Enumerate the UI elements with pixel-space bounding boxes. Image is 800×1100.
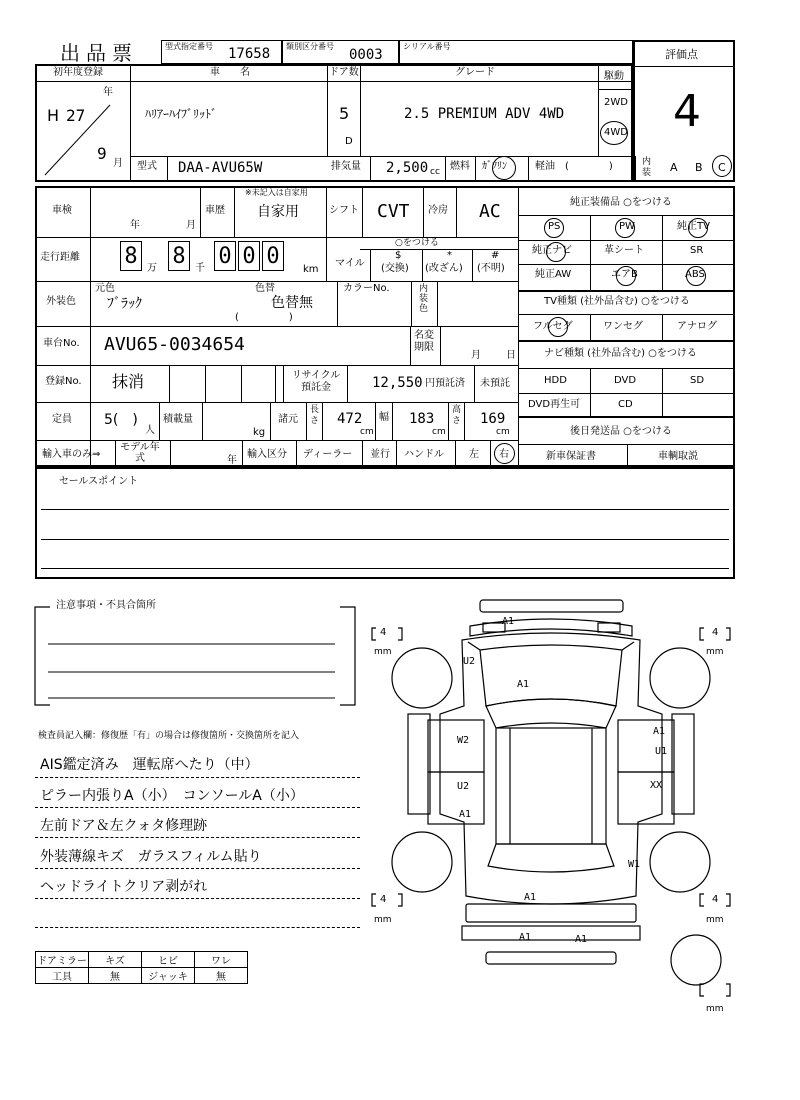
first-reg-year-unit: 年 xyxy=(103,87,113,98)
car-diagram xyxy=(370,596,770,1016)
type-approval-box xyxy=(161,40,282,64)
mirror-head-1: キズ xyxy=(89,952,142,968)
height-label: 高さ xyxy=(452,405,462,426)
grade-label: グレード xyxy=(455,67,495,78)
width-cm: cm xyxy=(432,427,446,437)
diesel-label: 軽油 xyxy=(535,161,555,172)
mirror-cell-0: 工具 xyxy=(36,968,89,984)
drive-2wd: 2WD xyxy=(604,97,628,108)
equip-tv: 純正TV xyxy=(677,221,710,232)
fuel-circle xyxy=(492,156,516,180)
type-approval-value: 17658 xyxy=(228,46,271,62)
orig-color-label: 元色 xyxy=(95,283,115,294)
interior-c: C xyxy=(718,161,726,174)
fuel-label: 燃料 xyxy=(450,161,470,172)
spare-mm: mm xyxy=(706,1004,724,1014)
equip-ps: PS xyxy=(548,221,561,232)
tire-fr-mm: mm xyxy=(706,647,724,657)
length-cm: cm xyxy=(360,427,374,437)
odo-exchange-sym: $ xyxy=(395,250,402,261)
mileage-km: km xyxy=(303,264,319,275)
interior-label: 内装 xyxy=(642,157,652,178)
reg-value: 抹消 xyxy=(112,372,145,391)
inspector-line-5: ヘッドライトクリア剥がれ xyxy=(40,879,208,895)
frame-value: AVU65-0034654 xyxy=(104,334,245,355)
repaint-value: 色替無 xyxy=(271,295,313,311)
model-label: 型式 xyxy=(137,161,157,172)
door-type: D xyxy=(345,136,353,147)
date-slash xyxy=(40,100,120,180)
class-box xyxy=(282,40,399,64)
import-type-label: 輸入区分 xyxy=(247,449,287,460)
door-label: ドア数 xyxy=(329,67,359,78)
mark-left-rear-u2: U2 xyxy=(457,781,470,792)
score-value: 4 xyxy=(673,86,701,137)
mark-trunk-a1: A1 xyxy=(524,892,537,903)
title-month: 月 xyxy=(471,350,481,361)
model-year-unit: 年 xyxy=(227,455,237,466)
first-reg-label: 初年度登録 xyxy=(53,67,103,78)
interior-c-circle xyxy=(712,155,732,177)
mark-left-rear-a1: A1 xyxy=(459,809,472,820)
grade-value: 2.5 PREMIUM ADV 4WD xyxy=(404,106,565,122)
repaint-label: 色替 xyxy=(255,283,275,294)
page-title: 出品票 xyxy=(60,41,138,65)
mileage-digit-4: 0 xyxy=(238,241,260,271)
tire-rr-mm: mm xyxy=(706,915,724,925)
mileage-digit-3: 0 xyxy=(214,241,236,271)
mark-right-front-a1: A1 xyxy=(653,726,666,737)
later-warranty: 新車保証書 xyxy=(546,451,596,462)
handle-right: 右 xyxy=(499,449,509,460)
first-reg-year: 27 xyxy=(66,106,86,125)
handle-right-circle xyxy=(494,443,515,464)
shift-value: CVT xyxy=(377,201,410,222)
mirror-cell-2: ジャッキ xyxy=(142,968,195,984)
diesel-paren: ( ) xyxy=(565,161,613,172)
first-reg-month: 9 xyxy=(97,144,107,163)
odo-note: ○をつける xyxy=(395,238,439,248)
inspector-line-3: 左前ドア＆左クォタ修理跡 xyxy=(40,818,208,834)
handle-label: ハンドル xyxy=(404,449,444,460)
shift-label: シフト xyxy=(329,205,359,216)
interior-a: A xyxy=(670,161,678,174)
equip-sr: SR xyxy=(690,245,704,256)
odo-unknown-sym: # xyxy=(491,250,500,261)
capacity-label: 定員 xyxy=(52,414,72,425)
mark-hood-u2: U2 xyxy=(463,656,476,667)
nav-dvdplay: DVD再生可 xyxy=(528,399,581,410)
mirror-table xyxy=(35,951,248,984)
width-label: 幅 xyxy=(379,412,389,423)
mirror-cell-1: 無 xyxy=(89,968,142,984)
equip-airbag-circle xyxy=(616,266,636,286)
mileage-digit-5: 0 xyxy=(262,241,284,271)
equip-airbag: エアB xyxy=(611,269,638,280)
interior-color-label: 内装色 xyxy=(419,284,429,314)
type-approval-label: 型式指定番号 xyxy=(165,42,213,51)
color-label: 外装色 xyxy=(46,296,76,307)
capacity-unit: 人 xyxy=(145,425,155,436)
mirror-head-2: ヒビ xyxy=(142,952,195,968)
displacement-value: 2,500 xyxy=(386,160,429,176)
recycle-value: 12,550 xyxy=(372,375,423,391)
tire-fl-value: 4 xyxy=(380,627,387,638)
fuel-value: ｶﾞｿﾘﾝ xyxy=(482,161,507,172)
mileage-sen: 千 xyxy=(195,263,205,274)
orig-color-value: ﾌﾞﾗｯｸ xyxy=(107,296,142,312)
displacement-label: 排気量 xyxy=(331,161,361,172)
history-value: 自家用 xyxy=(257,204,299,220)
frame-label: 車台No. xyxy=(43,338,80,349)
recycle-deposited: 円預託済 xyxy=(425,378,465,389)
mark-bumper-a1-left: A1 xyxy=(519,932,532,943)
equip-title: 純正装備品 ○をつける xyxy=(570,197,672,208)
tv-analog: アナログ xyxy=(677,321,717,332)
drive-label: 駆動 xyxy=(604,71,624,82)
mirror-head-0: ドアミラー xyxy=(36,952,89,968)
tire-rr-value: 4 xyxy=(712,894,719,905)
tv-title: TV種類 (社外品含む) ○をつける xyxy=(544,296,690,307)
tire-fr-value: 4 xyxy=(712,627,719,638)
mark-right-qtr-w1: W1 xyxy=(628,859,641,870)
first-reg-month-unit: 月 xyxy=(113,158,123,169)
recycle-not: 未預託 xyxy=(480,378,510,389)
inspection-label: 車検 xyxy=(52,205,72,216)
mileage-digit-2: 8 xyxy=(168,241,190,271)
model-year-label: モデル年式 xyxy=(120,442,160,464)
load-label: 積載量 xyxy=(163,414,193,425)
mileage-man: 万 xyxy=(147,263,157,274)
serial-box xyxy=(399,40,633,64)
capacity-value: 5( ) xyxy=(104,412,138,428)
odo-tamper-sym: * xyxy=(447,250,452,261)
serial-label: シリアル番号 xyxy=(403,42,451,51)
dealer-option: ディーラー xyxy=(303,449,353,460)
recycle-label: リサイクル預託金 xyxy=(291,370,341,393)
mark-left-front-w2: W2 xyxy=(457,735,470,746)
mark-hood-a1: A1 xyxy=(517,679,530,690)
ac-label: 冷房 xyxy=(428,205,448,216)
inspector-line-2: ピラー内張りA（小） コンソールA（小） xyxy=(40,788,304,804)
interior-b: B xyxy=(695,161,703,174)
equip-leather: 革シート xyxy=(604,245,644,256)
sales-points-box xyxy=(35,467,735,579)
drive-4wd: 4WD xyxy=(604,127,628,138)
tv-fullseg: フルセグ xyxy=(533,321,573,332)
parallel-option: 並行 xyxy=(370,449,390,460)
equip-aw: 純正AW xyxy=(535,269,572,280)
tire-rl-mm: mm xyxy=(374,915,392,925)
door-value: 5 xyxy=(339,104,350,123)
mark-right-rear-xx: XX xyxy=(650,780,663,791)
repaint-paren: ( ) xyxy=(235,312,293,323)
reg-label: 登録No. xyxy=(45,376,82,387)
equip-tv-circle xyxy=(688,218,708,238)
title-day: 日 xyxy=(506,350,516,361)
nav-dvd: DVD xyxy=(614,375,637,386)
equip-pw-circle xyxy=(615,218,635,238)
drive-4wd-circle xyxy=(600,121,628,145)
mileage-label: 走行距離 xyxy=(40,252,80,263)
ac-value: AC xyxy=(479,201,501,222)
equip-abs-circle xyxy=(686,266,706,286)
load-unit: kg xyxy=(253,427,266,438)
dims-label: 諸元 xyxy=(278,414,298,425)
later-title: 後日発送品 ○をつける xyxy=(570,426,672,437)
tv-fullseg-circle xyxy=(548,317,568,337)
inspector-line-1: AIS鑑定済み 運転席へたり（中） xyxy=(40,757,259,773)
equip-pw: PW xyxy=(619,221,635,232)
length-value: 472 xyxy=(337,411,363,427)
tv-oneseg: ワンセグ xyxy=(603,321,643,332)
class-value: 0003 xyxy=(349,47,383,63)
height-value: 169 xyxy=(480,411,506,427)
notes-bracket xyxy=(30,600,360,712)
mirror-head-3: ワレ xyxy=(195,952,248,968)
first-reg-era: H xyxy=(47,106,60,125)
inspector-line-4: 外装薄線キズ ガラスフィルム貼り xyxy=(40,849,262,865)
length-label: 長さ xyxy=(310,405,320,426)
inspection-year: 年 xyxy=(130,220,140,231)
car-name-value: ﾊﾘｱｰﾊｲﾌﾞﾘｯﾄﾞ xyxy=(145,107,218,121)
nav-cd: CD xyxy=(618,399,633,410)
inspection-month: 月 xyxy=(186,220,196,231)
color-no-label: カラーNo. xyxy=(343,283,390,294)
mark-front: A1 xyxy=(502,616,515,627)
car-name-label: 車 名 xyxy=(210,67,250,78)
history-label: 車歴 xyxy=(205,205,225,216)
nav-hdd: HDD xyxy=(544,375,567,386)
handle-left: 左 xyxy=(469,449,479,460)
sales-points-label: セールスポイント xyxy=(59,476,139,487)
mark-right-front-u1: U1 xyxy=(655,746,668,757)
height-cm: cm xyxy=(496,427,510,437)
equip-navi: 純正ナビ xyxy=(532,245,572,256)
displacement-unit: cc xyxy=(430,167,440,177)
mileage-digit-1: 8 xyxy=(120,241,142,271)
score-label: 評価点 xyxy=(665,48,698,61)
class-label: 類別区分番号 xyxy=(286,42,334,51)
width-value: 183 xyxy=(409,411,435,427)
history-note: ※未記入は自家用 xyxy=(245,188,308,197)
title-label: 名変期限 xyxy=(414,330,434,353)
equip-navi-circle xyxy=(546,242,566,262)
equip-ps-circle xyxy=(544,218,564,238)
import-label: 輸入車のみ⇒ xyxy=(42,449,101,460)
equip-abs: ABS xyxy=(685,269,705,280)
nav-sd: SD xyxy=(690,375,705,386)
odo-mile: マイル xyxy=(335,258,365,269)
odo-exchange: (交換) xyxy=(381,263,409,274)
model-value: DAA-AVU65W xyxy=(178,160,263,176)
notes-label: 注意事項・不具合箇所 xyxy=(56,600,156,611)
later-manual: 車輌取説 xyxy=(658,451,698,462)
nav-title: ナビ種類 (社外品含む) ○をつける xyxy=(544,348,697,359)
inspector-label: 検査員記入欄：修復歴「有」の場合は修復箇所・交換箇所を記入 xyxy=(38,731,300,741)
odo-unknown: (不明) xyxy=(477,263,505,274)
tire-rl-value: 4 xyxy=(380,894,387,905)
mark-bumper-a1-right: A1 xyxy=(575,934,588,945)
mirror-cell-3: 無 xyxy=(195,968,248,984)
odo-tamper: (改ざん) xyxy=(425,263,463,274)
tire-fl-mm: mm xyxy=(374,647,392,657)
